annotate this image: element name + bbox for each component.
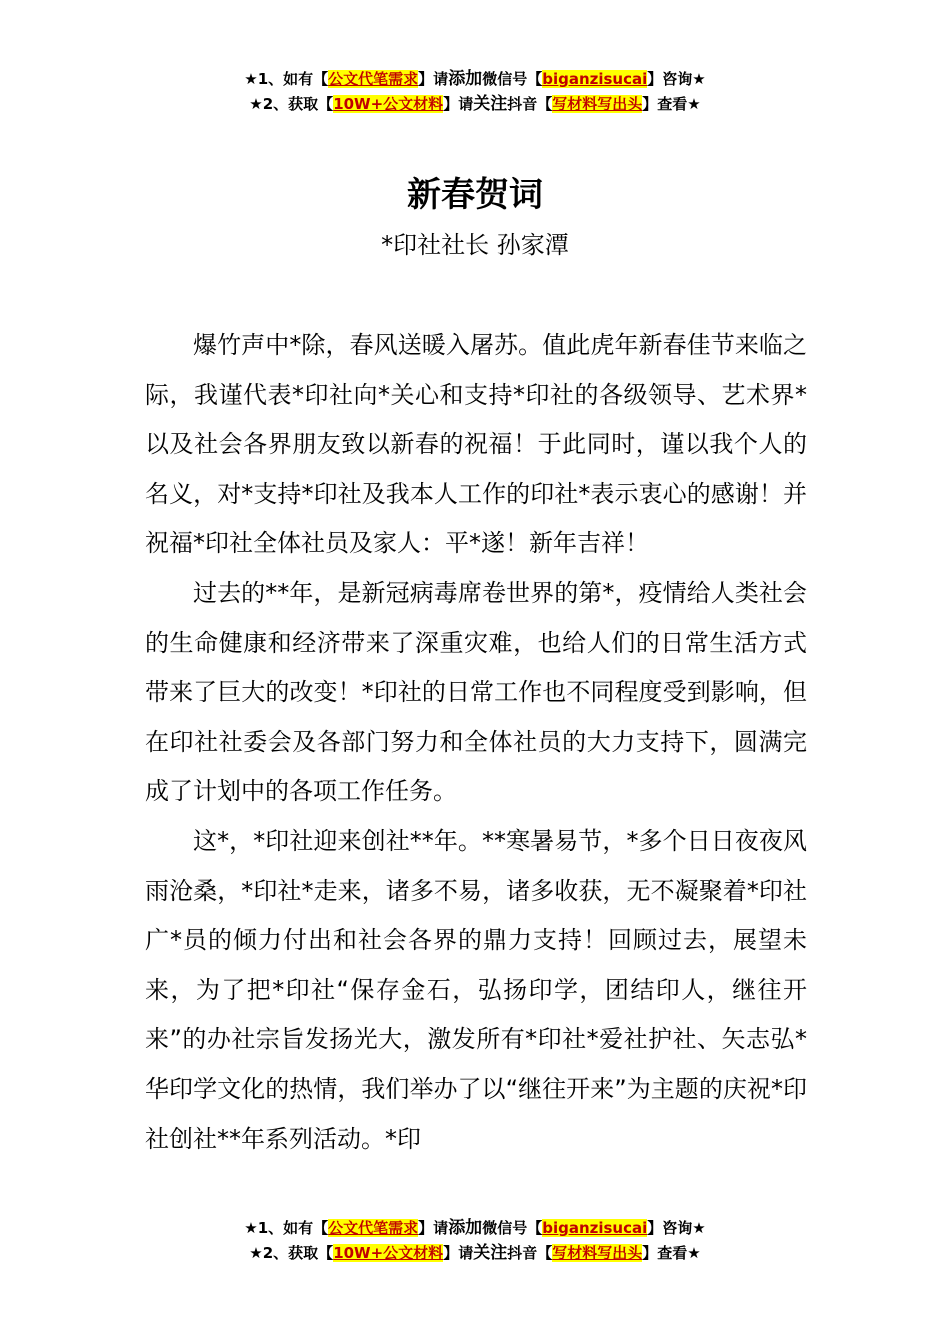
document-author: *印社社长 孙家潭 (381, 231, 569, 259)
promo-text: 】请 (443, 1244, 474, 1262)
promo-banner-top (0, 67, 950, 117)
promo-text: 微信号【 (482, 70, 543, 88)
body-paragraph: 过去的**年，是新冠病毒席卷世界的第*，疫情给人类社会的生命健康和经济带来了深重灾难，也给人们的日常生活方式带来了巨大的改变！*印社的日常工作也不同程度受到影响，但在印社社委会及各部门努力和全体社员的大力支持下，圆满完成了计划中的各项工作任务。 (145, 578, 807, 806)
promo-text: 】咨询★ (647, 1219, 706, 1237)
promo-highlight: 公文代笔需求 (328, 1219, 419, 1237)
promo-highlight: 公文代笔需求 (328, 70, 419, 88)
body-paragraph: 这*，*印社迎来创社**年。**寒暑易节，*多个日日夜夜风雨沧桑，*印社*走来，诸多不易，诸多收获，无不凝聚着*印社广*员的倾力付出和社会各界的鼎力支持！回顾过去，展望未来，为了把*印社“保存金石，弘扬印学，团结印人，继往开来”的办社宗旨发扬光大，激发所有*印社*爱社护社、矢志弘*华印学文化的热情，我们举办了以“继往开来”为主题的庆祝*印社创社**年系列活动。*印 (145, 826, 807, 1153)
promo-text: 抖音【 (507, 95, 553, 113)
promo-line-1 (0, 1216, 950, 1241)
promo-text: 】查看★ (642, 1244, 701, 1262)
document-title: 新春贺词 (407, 175, 543, 215)
promo-emphasis: 添加 (448, 1218, 483, 1238)
body-paragraph: 爆竹声中*除，春风送暖入屠苏。值此虎年新春佳节来临之际，我谨代表*印社向*关心和支持*印社的各级领导、艺术界*以及社会各界朋友致以新春的祝福！于此同时，谨以我个人的名义，对*支持*印社及我本人工作的印社*表示衷心的感谢！并祝福*印社全体社员及家人：平*遂！新年吉祥！ (145, 331, 807, 558)
promo-douyin-id: 写材料写出头 (552, 1244, 643, 1262)
promo-highlight: 10W+公文材料 (333, 95, 444, 113)
document-body (145, 321, 807, 1164)
promo-text: 】咨询★ (647, 70, 706, 88)
promo-text: ★1、如有【 (244, 70, 329, 88)
promo-text: 】请 (443, 95, 474, 113)
promo-text: 抖音【 (507, 1244, 553, 1262)
promo-douyin-id: 写材料写出头 (552, 95, 643, 113)
promo-emphasis: 添加 (448, 69, 483, 89)
promo-wechat-id: biganzisucai (542, 70, 648, 88)
promo-line-2 (0, 92, 950, 117)
promo-text: ★2、获取【 (249, 95, 334, 113)
promo-text: 】请 (418, 70, 449, 88)
promo-emphasis: 关注 (473, 1243, 508, 1263)
promo-text: ★2、获取【 (249, 1244, 334, 1262)
promo-wechat-id: biganzisucai (542, 1219, 648, 1237)
promo-text: ★1、如有【 (244, 1219, 329, 1237)
promo-text: 微信号【 (482, 1219, 543, 1237)
promo-banner-bottom (0, 1216, 950, 1266)
promo-text: 】查看★ (642, 95, 701, 113)
promo-line-2 (0, 1241, 950, 1266)
promo-highlight: 10W+公文材料 (333, 1244, 444, 1262)
promo-text: 】请 (418, 1219, 449, 1237)
promo-emphasis: 关注 (473, 94, 508, 114)
promo-line-1 (0, 67, 950, 92)
